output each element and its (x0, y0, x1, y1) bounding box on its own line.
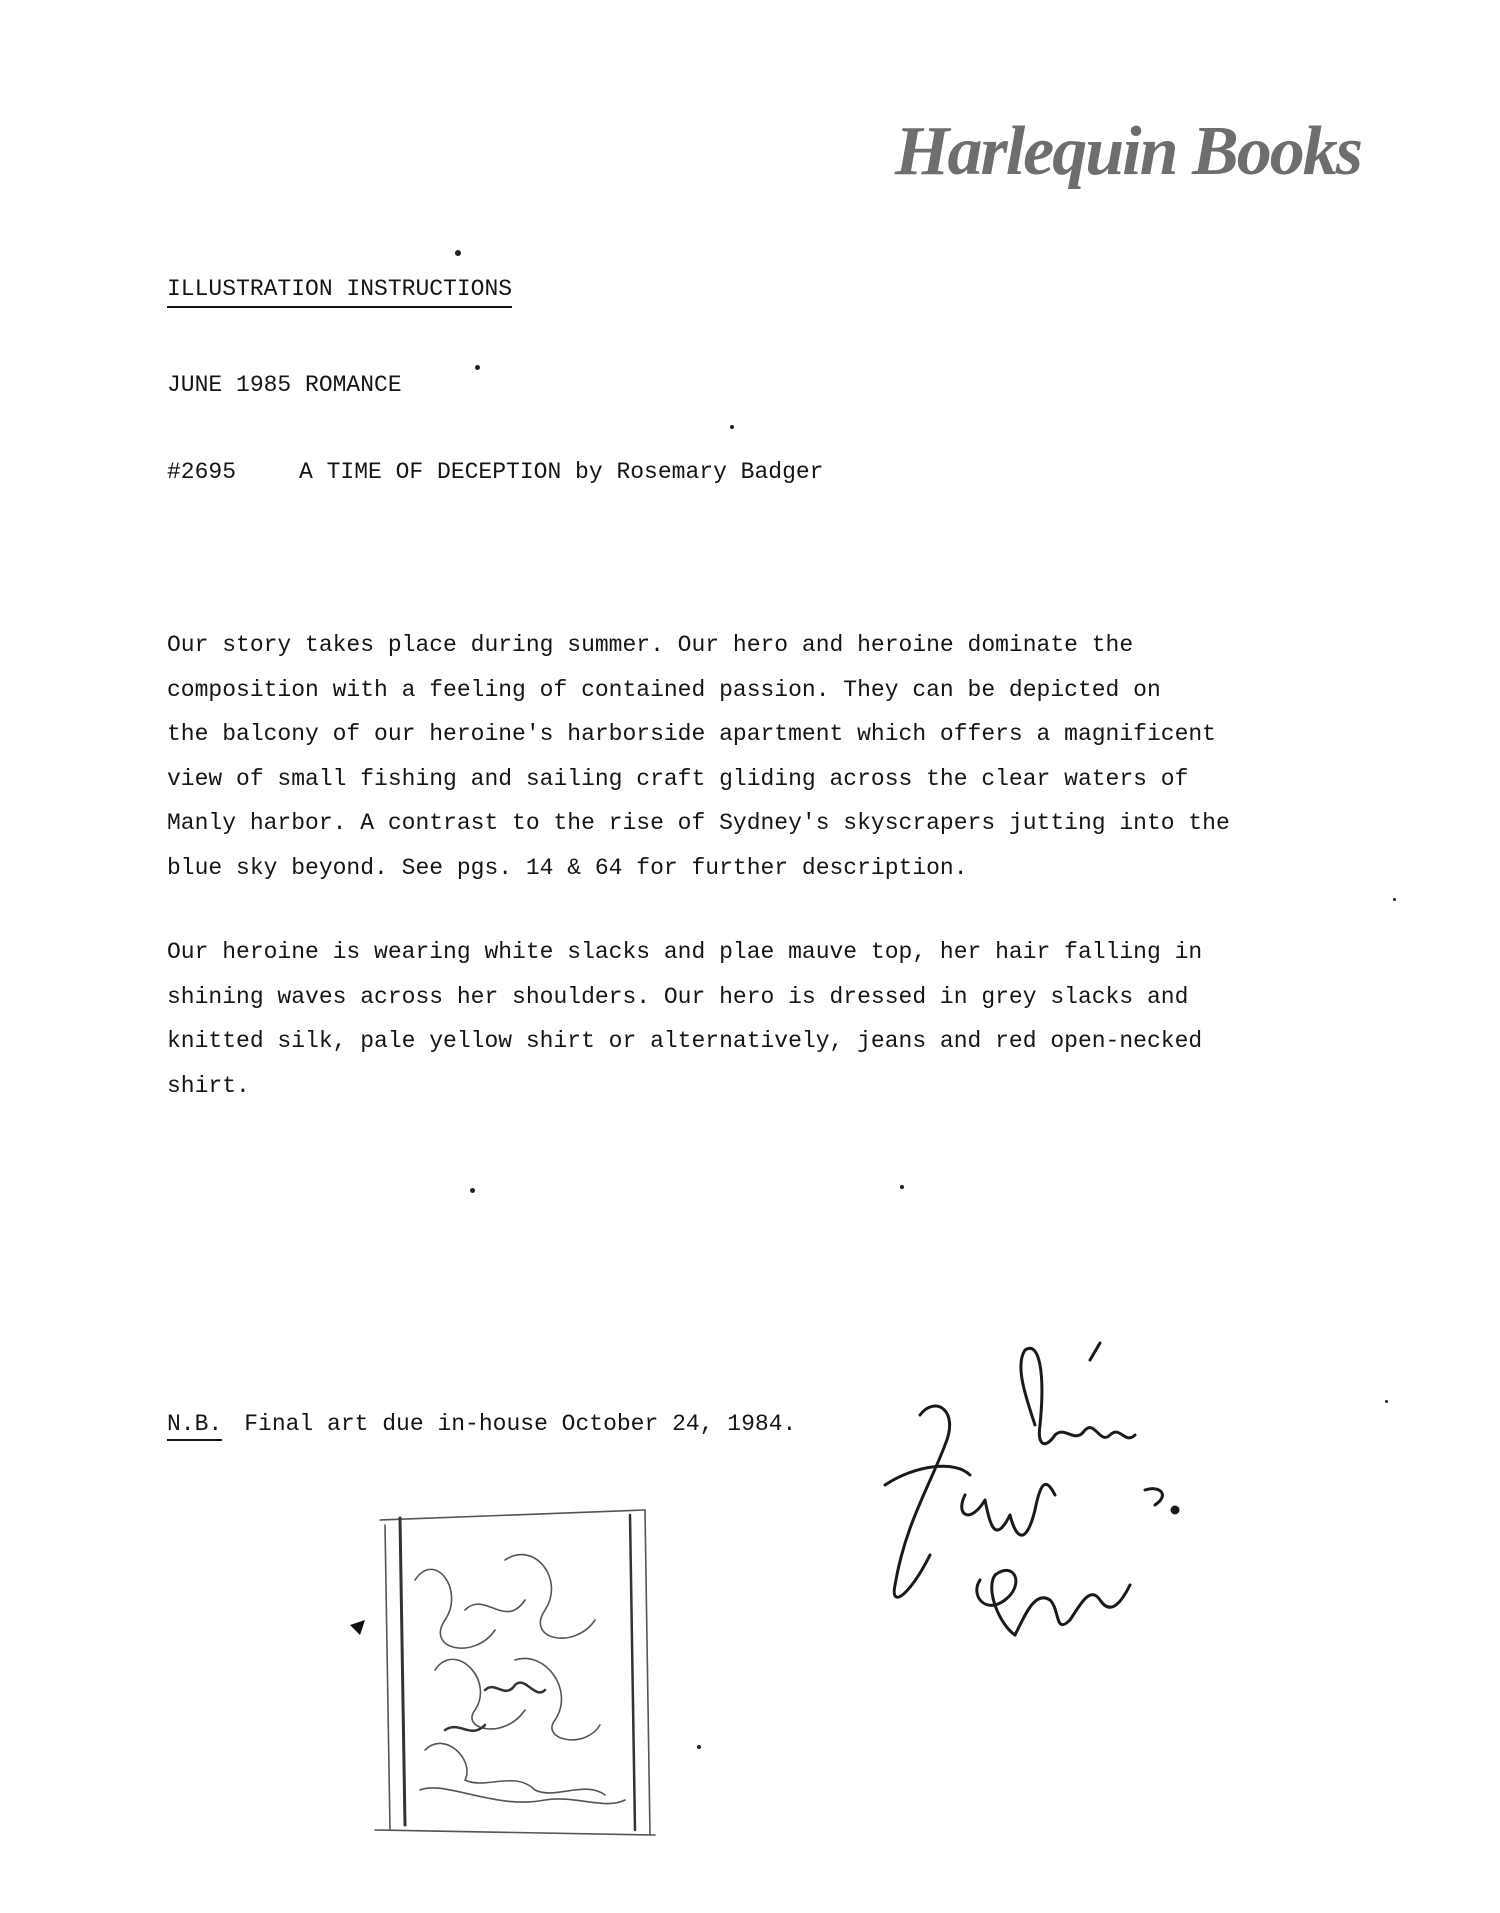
paragraph-line: shining waves across her shoulders. Our hero is dressed in grey slacks and (167, 983, 1189, 1010)
paragraph-line: Manly harbor. A contrast to the rise of Sydney's skyscrapers jutting into the (167, 810, 1230, 836)
note-text: Final art due in-house October 24, 1984. (244, 1411, 797, 1437)
paragraph-line: composition with a feeling of contained passion. They can be depicted on (167, 676, 1161, 703)
paper-speck (455, 250, 461, 256)
paragraph-line: knitted silk, pale yellow shirt or alternatively, jeans and red open-necked (167, 1028, 1203, 1054)
issue-line: JUNE 1985 ROMANCE (167, 372, 402, 398)
handwritten-signature (875, 1335, 1185, 1675)
paper-speck (730, 425, 734, 429)
page-heading: ILLUSTRATION INSTRUCTIONS (167, 274, 512, 308)
paper-speck (475, 365, 480, 370)
paper-speck (697, 1745, 701, 1749)
deadline-note (167, 1402, 796, 1446)
wardrobe-paragraph (167, 930, 1347, 1108)
paragraph-line: Our heroine is wearing white slacks and plae mauve top, her hair falling in (167, 939, 1203, 965)
book-title-author: A TIME OF DECEPTION by Rosemary Badger (299, 459, 824, 485)
paper-speck (470, 1188, 475, 1193)
book-number: #2695 (167, 459, 237, 485)
paper-speck (1393, 898, 1396, 901)
paragraph-line: shirt. (167, 1072, 250, 1099)
book-line (167, 450, 824, 494)
note-label: N.B. (167, 1409, 222, 1441)
paragraph-line: view of small fishing and sailing craft gliding across the clear waters of (167, 765, 1189, 792)
paragraph-line: the balcony of our heroine's harborside apartment which offers a magnificent (167, 721, 1216, 747)
setting-paragraph (167, 623, 1347, 890)
paper-speck (900, 1185, 904, 1189)
paragraph-line: blue sky beyond. See pgs. 14 & 64 for further description. (167, 854, 968, 881)
paragraph-line: Our story takes place during summer. Our hero and heroine dominate the (167, 632, 1134, 658)
publisher-logo: Harlequin Books (895, 113, 1361, 190)
paper-speck (1385, 1400, 1388, 1403)
thumbnail-sketch (345, 1490, 665, 1850)
